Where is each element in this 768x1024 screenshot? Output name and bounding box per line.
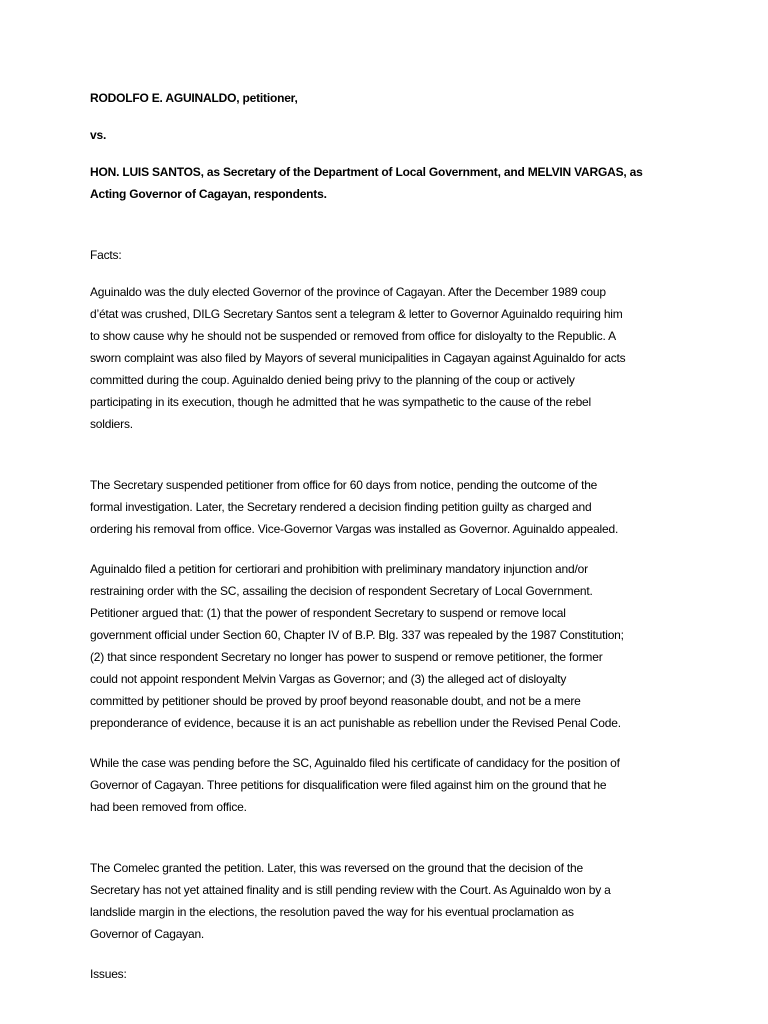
versus-line: vs.: [90, 128, 107, 142]
paragraph-line: The Secretary suspended petitioner from office for 60 days from notice, pending the outcome of the: [90, 478, 598, 492]
paragraph-2: [90, 474, 680, 540]
paragraph-5: [90, 857, 680, 945]
paragraph-line: participating in its execution, though he admitted that he was sympathetic to the cause of the rebel: [90, 395, 591, 409]
paragraph-line: government official under Section 60, Chapter IV of B.P. Blg. 337 was repealed by the 1987 Constitution;: [90, 628, 624, 642]
paragraph-line: ordering his removal from office. Vice-Governor Vargas was installed as Governor. Aguinaldo appealed.: [90, 522, 619, 536]
respondents-block: [90, 161, 680, 205]
paragraph-1: [90, 281, 680, 435]
paragraph-line: formal investigation. Later, the Secretary rendered a decision finding petition guilty as charged and: [90, 500, 592, 514]
petitioner-line: RODOLFO E. AGUINALDO, petitioner,: [90, 91, 298, 105]
paragraph-line: d’état was crushed, DILG Secretary Santos sent a telegram & letter to Governor Aguinaldo requiring him: [90, 307, 623, 321]
paragraph-4: [90, 752, 680, 818]
paragraph-line: restraining order with the SC, assailing the decision of respondent Secretary of Local Government.: [90, 584, 593, 598]
paragraph-line: The Comelec granted the petition. Later, this was reversed on the ground that the decision of the: [90, 861, 583, 875]
document-page: [90, 87, 680, 985]
facts-heading: Facts:: [90, 248, 122, 262]
paragraph-line: preponderance of evidence, because it is an act punishable as rebellion under the Revised Penal Code.: [90, 716, 621, 730]
paragraph-line: landslide margin in the elections, the resolution paved the way for his eventual proclamation as: [90, 905, 574, 919]
paragraph-line: Secretary has not yet attained finality and is still pending review with the Court. As Aguinaldo won by a: [90, 883, 611, 897]
paragraph-line: sworn complaint was also filed by Mayors of several municipalities in Cagayan against Aguinaldo for acts: [90, 351, 626, 365]
paragraph-line: to show cause why he should not be suspended or removed from office for disloyalty to the Republic. A: [90, 329, 616, 343]
paragraph-line: soldiers.: [90, 417, 133, 431]
respondents-line-2: Acting Governor of Cagayan, respondents.: [90, 187, 327, 201]
paragraph-line: While the case was pending before the SC, Aguinaldo filed his certificate of candidacy for the position of: [90, 756, 620, 770]
paragraph-line: Governor of Cagayan.: [90, 927, 205, 941]
paragraph-line: Aguinaldo was the duly elected Governor of the province of Cagayan. After the December 1989 coup: [90, 285, 606, 299]
paragraph-line: (2) that since respondent Secretary no longer has power to suspend or remove petitioner, the former: [90, 650, 603, 664]
paragraph-line: committed during the coup. Aguinaldo denied being privy to the planning of the coup or actively: [90, 373, 575, 387]
paragraph-line: Governor of Cagayan. Three petitions for disqualification were filed against him on the ground that he: [90, 778, 607, 792]
paragraph-line: committed by petitioner should be proved by proof beyond reasonable doubt, and not be a mere: [90, 694, 581, 708]
paragraph-line: Petitioner argued that: (1) that the power of respondent Secretary to suspend or remove local: [90, 606, 566, 620]
respondents-line-1: HON. LUIS SANTOS, as Secretary of the Department of Local Government, and MELVIN VARGAS, as: [90, 165, 643, 179]
paragraph-line: had been removed from office.: [90, 800, 247, 814]
paragraph-3: [90, 558, 680, 734]
paragraph-line: Aguinaldo filed a petition for certiorari and prohibition with preliminary mandatory injunction and/or: [90, 562, 588, 576]
paragraph-line: could not appoint respondent Melvin Vargas as Governor; and (3) the alleged act of disloyalty: [90, 672, 567, 686]
issues-heading: Issues:: [90, 967, 127, 981]
